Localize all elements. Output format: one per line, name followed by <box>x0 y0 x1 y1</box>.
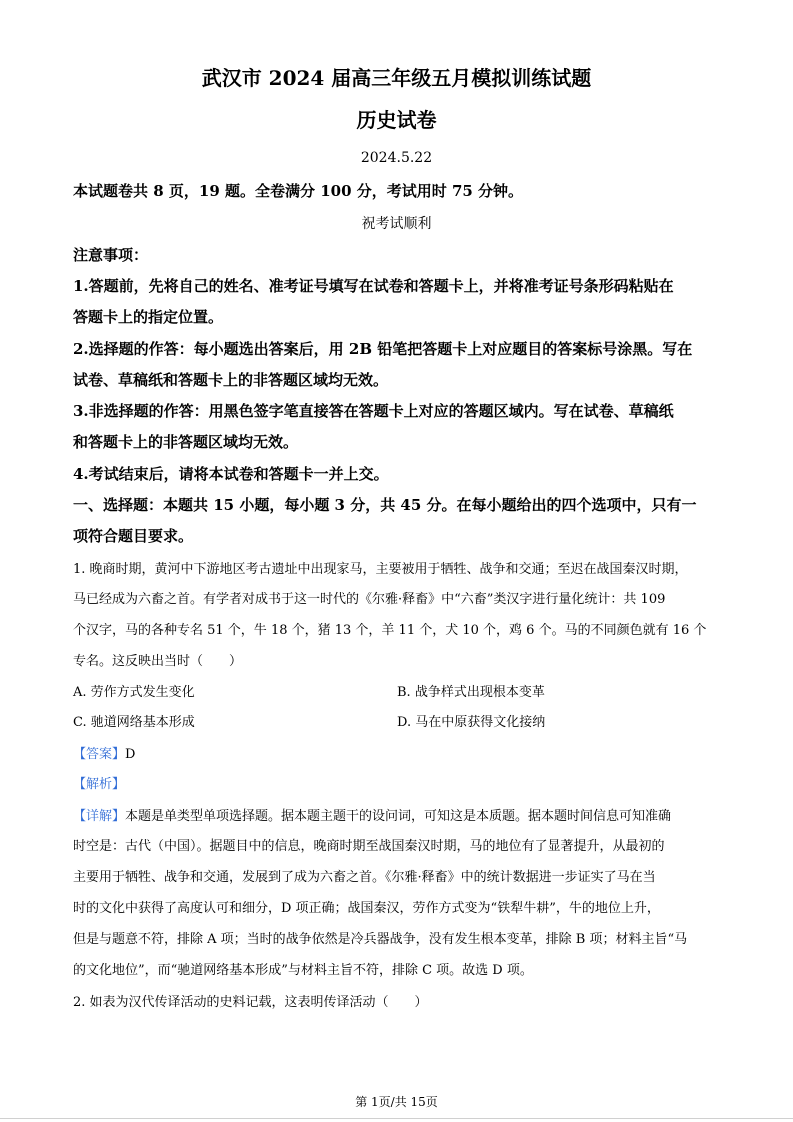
exam-info: 本试题卷共 8 页，19 题。全卷满分 100 分，考试用时 75 分钟。 <box>73 182 524 200</box>
answer-value: D <box>125 747 136 762</box>
question-2-text: 2. 如表为汉代传译活动的史料记载，这表明传译活动（ ） <box>73 995 428 1010</box>
question-1-text: 1. 晚商时期，黄河中下游地区考古遗址中出现家马，主要被用于牺牲、战争和交通；至迟在战国秦汉时期， <box>73 562 688 577</box>
detail-line: 时的文化中获得了高度认可和细分，D 项正确；战国秦汉，劳作方式变为“铁犁牛耕”，牛的地位上升， <box>73 901 660 916</box>
question-1-text: 个汉字，马的各种专名 51 个，牛 18 个，猪 13 个，羊 11 个，犬 10 个，鸡 6 个。马的不同颜色就有 16 个 <box>73 623 707 638</box>
notes-line: 答题卡上的指定位置。 <box>73 308 224 326</box>
notes-line: 和答题卡上的非答题区域均无效。 <box>73 433 299 451</box>
notes-line: 试卷、草稿纸和答题卡上的非答题区域均无效。 <box>73 371 389 389</box>
detail-line: 但是与题意不符，排除 A 项；当时的战争依然是冷兵器战争，没有发生根本变革，排除 B 项；材料主旨“马 <box>73 932 688 947</box>
detail-line <box>73 805 723 824</box>
answer-label: 【答案】 <box>73 747 126 762</box>
footer-divider <box>0 1118 793 1119</box>
detail-line: 时空是：古代（中国）。据题目中的信息，晚商时期至战国秦汉时期，马的地位有了显著提升，从最初的 <box>73 839 665 854</box>
notes-line: 3.非选择题的作答：用黑色签字笔直接答在答题卡上对应的答题区域内。写在试卷、草稿纸 <box>73 402 674 420</box>
option-b: B. 战争样式出现根本变革 <box>397 685 545 700</box>
question-1-text: 专名。这反映出当时（ ） <box>73 654 243 669</box>
answer-line <box>73 743 723 762</box>
page-number: 第 1页/共 15页 <box>355 1095 438 1109</box>
detail-label: 【详解】 <box>73 809 126 824</box>
detail-line: 的文化地位”，而“驰道网络基本形成”与材料主旨不符，排除 C 项。故选 D 项。 <box>73 963 533 978</box>
detail-line: 主要用于牺牲、战争和交通，发展到了成为六畜之首。《尔雅·释畜》中的统计数据进一步证实了马在当 <box>73 870 656 885</box>
notes-heading: 注意事项： <box>73 246 149 264</box>
question-1-text: 马已经成为六畜之首。有学者对成书于这一时代的《尔雅·释畜》中“六畜”类汉字进行量化统计：共 109 <box>73 592 666 607</box>
exam-wish: 祝考试顺利 <box>361 216 432 232</box>
option-d: D. 马在中原获得文化接纳 <box>397 715 546 730</box>
detail-text: 本题是单类型单项选择题。据本题主题干的设问词，可知这是本质题。据本题时间信息可知准确 <box>125 809 672 824</box>
notes-line: 4.考试结束后，请将本试卷和答题卡一并上交。 <box>73 465 389 483</box>
option-c: C. 驰道网络基本形成 <box>73 715 195 730</box>
exam-subtitle: 历史试卷 <box>356 108 437 132</box>
analysis-label: 【解析】 <box>73 777 126 792</box>
notes-line: 2.选择题的作答：每小题选出答案后，用 2B 铅笔把答题卡上对应题目的答案标号涂黑。写在 <box>73 340 693 358</box>
exam-title: 武汉市 2024 届高三年级五月模拟训练试题 <box>201 66 592 90</box>
option-a: A. 劳作方式发生变化 <box>73 685 195 700</box>
section-heading: 项符合题目要求。 <box>73 527 194 545</box>
section-heading: 一、选择题：本题共 15 小题，每小题 3 分，共 45 分。在每小题给出的四个选项中，只有一 <box>73 496 697 514</box>
exam-date: 2024.5.22 <box>360 150 433 166</box>
notes-line: 1.答题前，先将自己的姓名、准考证号填写在试卷和答题卡上，并将准考证号条形码粘贴在 <box>73 277 674 295</box>
